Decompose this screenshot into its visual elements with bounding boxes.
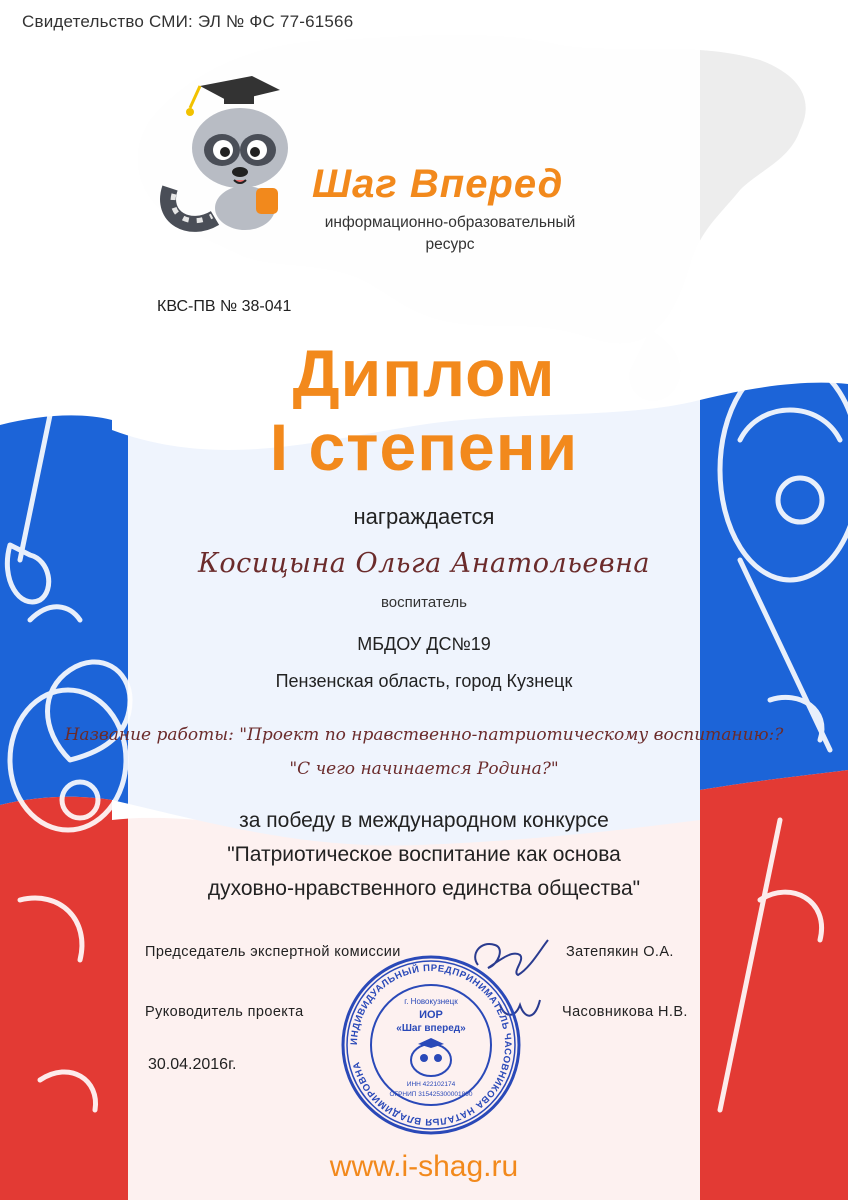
brand-subtitle-line2: ресурс: [425, 236, 475, 253]
brand-subtitle-line1: информационно-образовательный: [324, 214, 576, 231]
work-title: [0, 718, 848, 786]
media-registration: Свидетельство СМИ: ЭЛ № ФС 77-61566: [22, 12, 354, 31]
issue-date: 30.04.2016г.: [148, 1056, 237, 1073]
stamp-city: г. Новокузнецк: [404, 997, 458, 1006]
manager-label: Руководитель проекта: [145, 1004, 304, 1020]
contest-description: [0, 804, 848, 906]
contest-line2: "Патриотическое воспитание как основа: [227, 843, 621, 866]
manager-name: Часовникова Н.В.: [562, 1004, 688, 1020]
contest-line3: духовно-нравственного единства общества": [207, 877, 641, 900]
brand-subtitle: [300, 212, 600, 256]
official-stamp: [338, 952, 524, 1138]
stamp-inn: ИНН 422102174: [406, 1081, 456, 1088]
stamp-raccoon-icon: [411, 1038, 451, 1076]
recipient-position: воспитатель: [381, 594, 467, 611]
chair-label: Председатель экспертной комиссии: [145, 944, 401, 960]
work-title-line1: Название работы: "Проект по нравственно-патриотическому воспитанию:?: [64, 725, 784, 745]
brand-name: Шаг Вперед: [312, 162, 564, 206]
stamp-ring-text: ИНДИВИДУАЛЬНЫЙ ПРЕДПРИНИМАТЕЛЬ ЧАСОВНИКОВА НАТАЛЬЯ ВЛАДИМИРОВНА: [348, 962, 514, 1128]
diploma-title-line2: I степени: [269, 410, 579, 484]
stamp-name: «Шаг вперед»: [396, 1023, 466, 1034]
recipient-organization: МБДОУ ДС№19: [357, 634, 491, 654]
raccoon-graduate-icon: [160, 68, 310, 238]
contest-line1: за победу в международном конкурсе: [239, 809, 609, 832]
diploma-title: [0, 336, 848, 484]
stamp-ogrn: ОГРНИП 315425300001890: [389, 1091, 473, 1098]
recipient-name: Косицына Ольга Анатольевна: [198, 548, 650, 579]
stamp-label: ИОР: [419, 1009, 443, 1021]
diploma-title-line1: Диплом: [292, 336, 556, 410]
website-link[interactable]: www.i-shag.ru: [329, 1150, 519, 1183]
chair-name: Затепякин О.А.: [566, 944, 674, 960]
awarded-label: награждается: [353, 504, 495, 529]
work-title-line2: "С чего начинается Родина?": [289, 759, 559, 779]
registration-number: КВС-ПВ № 38-041: [157, 298, 292, 315]
recipient-region: Пензенская область, город Кузнецк: [275, 671, 573, 691]
